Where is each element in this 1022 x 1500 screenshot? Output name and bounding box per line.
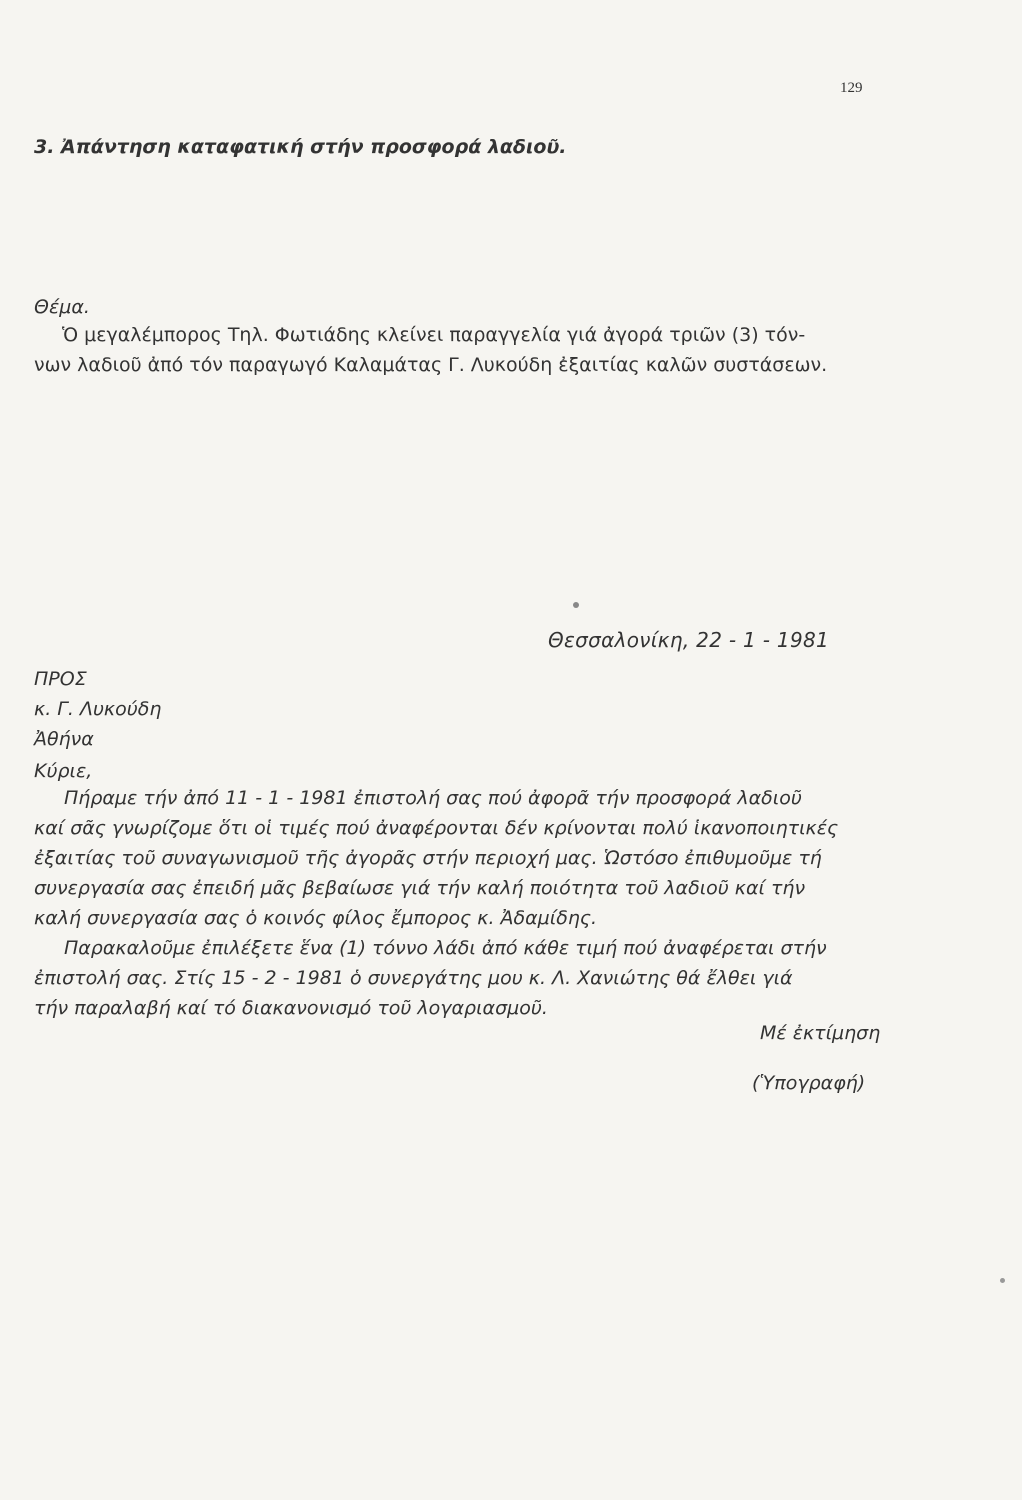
letter-body — [34, 783, 914, 1023]
body-line: ἐξαιτίας τοῦ συναγωνισμοῦ τῆς ἀγορᾶς στήν περιοχή μας. Ὡστόσο ἐπιθυμοῦμε τή — [34, 847, 822, 869]
section-heading: 3. Ἀπάντηση καταφατική στήν προσφορά λαδιοῦ. — [34, 136, 567, 158]
address-name: κ. Γ. Λυκούδη — [34, 698, 162, 720]
body-line: καί σᾶς γνωρίζομε ὅτι οἱ τιμές πού ἀναφέρονται δέν κρίνονται πολύ ἱκανοποιητικές — [34, 817, 839, 839]
page-number: 129 — [840, 80, 863, 96]
subject-label: Θέμα. — [34, 296, 90, 318]
body-line: ἐπιστολή σας. Στίς 15 - 2 - 1981 ὁ συνεργάτης μου κ. Λ. Χανιώτης θά ἔλθει γιά — [34, 967, 793, 989]
address-to: ΠΡΟΣ — [34, 668, 87, 690]
body-line: συνεργασία σας ἐπειδή μᾶς βεβαίωσε γιά τήν καλή ποιότητα τοῦ λαδιοῦ καί τήν — [34, 877, 806, 899]
body-line: Πήραμε τήν ἀπό 11 - 1 - 1981 ἐπιστολή σας πού ἀφορᾶ τήν προσφορά λαδιοῦ — [64, 787, 802, 809]
body-line: τήν παραλαβή καί τό διακανονισμό τοῦ λογαριασμοῦ. — [34, 997, 548, 1019]
greeting: Κύριε, — [34, 760, 93, 782]
address-city: Ἀθήνα — [34, 728, 94, 750]
body-line: Παρακαλοῦμε ἐπιλέξετε ἕνα (1) τόννο λάδι ἀπό κάθε τιμή πού ἀναφέρεται στήν — [64, 937, 827, 959]
scan-speck — [573, 602, 579, 608]
subject-text — [34, 320, 904, 380]
recipient-address — [34, 664, 161, 754]
closing: Μέ ἐκτίμηση — [760, 1022, 881, 1044]
subject-line-1: Ὁ μεγαλέμπορος Τηλ. Φωτιάδης κλείνει παραγγελία γιά ἀγορά τριῶν (3) τόν- — [62, 324, 806, 346]
place-date: Θεσσαλονίκη, 22 - 1 - 1981 — [548, 628, 830, 652]
signature: (Ὑπογραφή) — [752, 1072, 866, 1094]
subject-line-2: νων λαδιοῦ ἀπό τόν παραγωγό Καλαμάτας Γ. Λυκούδη ἐξαιτίας καλῶν συστάσεων. — [34, 354, 828, 376]
body-line: καλή συνεργασία σας ὁ κοινός φίλος ἔμπορος κ. Ἀδαμίδης. — [34, 907, 598, 929]
scan-speck — [1000, 1278, 1005, 1283]
